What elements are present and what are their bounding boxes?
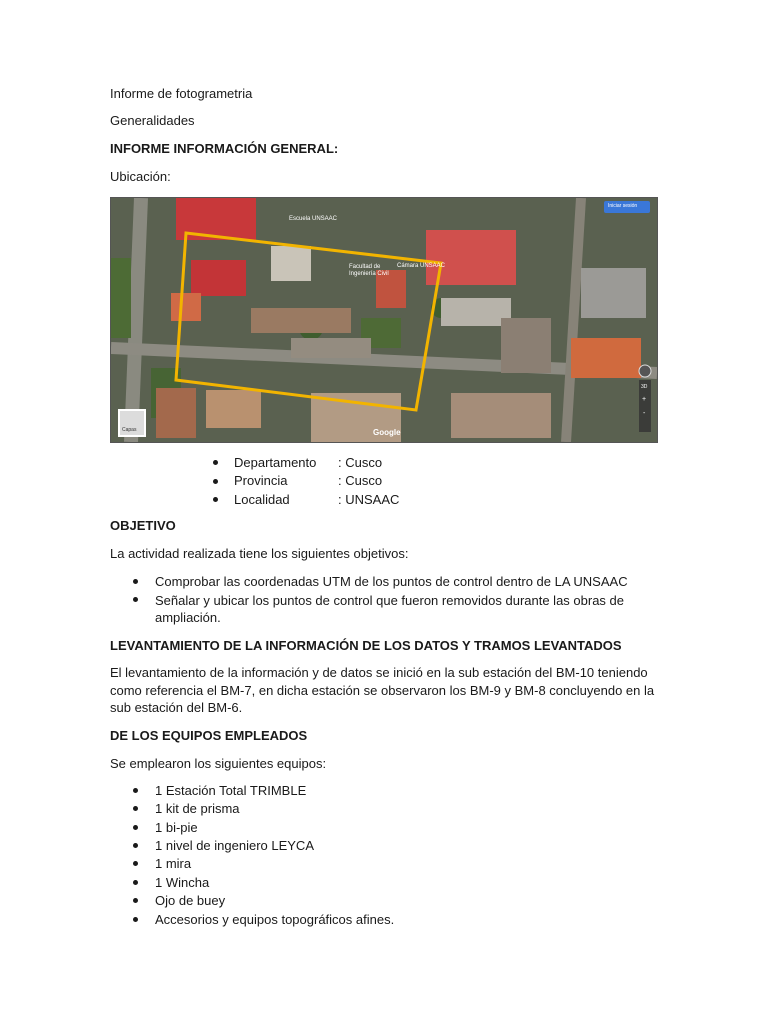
equipo-item: 1 mira (155, 856, 192, 871)
section-heading-general: INFORME INFORMACIÓN GENERAL: (110, 141, 339, 156)
bullet-icon (133, 597, 138, 602)
vegetation-area (111, 258, 131, 338)
bullet-icon (213, 460, 218, 465)
objetivo-item: Señalar y ubicar los puntos de control que fueron removidos durante las obras de (155, 593, 625, 608)
equipo-item: Ojo de buey (155, 893, 226, 908)
bullet-icon (133, 898, 138, 903)
equipo-item: 1 Estación Total TRIMBLE (155, 783, 307, 798)
bullet-icon (133, 880, 138, 885)
levantamiento-line: El levantamiento de la información y de datos se inició en la sub estación del BM-10 teniendo (110, 665, 648, 680)
location-label-localidad: Localidad (234, 492, 290, 507)
bullet-icon (133, 861, 138, 866)
levantamiento-line: sub estación del BM-6. (110, 700, 243, 715)
equipo-item: Accesorios y equipos topográficos afines. (155, 912, 395, 927)
login-button[interactable]: Iniciar sesión (608, 203, 638, 209)
bullet-icon (133, 788, 138, 793)
objetivo-item: Comprobar las coordenadas UTM de los puntos de control dentro de LA UNSAAC (155, 574, 628, 589)
objetivo-intro: La actividad realizada tiene los siguientes objetivos: (110, 546, 409, 561)
zoom-out-button[interactable]: - (643, 410, 646, 417)
section-heading-levantamiento: LEVANTAMIENTO DE LA INFORMACIÓN DE LOS DATOS Y TRAMOS LEVANTADOS (110, 638, 622, 653)
equipo-item: 1 nivel de ingeniero LEYCA (155, 838, 314, 853)
bullet-icon (133, 825, 138, 830)
map-label-escuela: Escuela UNSAAC (289, 216, 338, 222)
location-value-provincia: : Cusco (338, 473, 383, 488)
zoom-in-button[interactable]: + (642, 396, 647, 403)
bullet-icon (133, 917, 138, 922)
levantamiento-line: como referencia el BM-7, en dicha estación se observaron los BM-9 y BM-8 concluyendo en la (110, 683, 655, 698)
equipo-item: 1 kit de prisma (155, 801, 240, 816)
bullet-icon (213, 497, 218, 502)
equipo-item: 1 bi-pie (155, 820, 198, 835)
bullet-icon (213, 479, 218, 484)
google-watermark: Google (373, 428, 401, 437)
document-subtitle: Generalidades (110, 113, 195, 128)
section-heading-objetivo: OBJETIVO (110, 518, 176, 533)
bullet-icon (133, 579, 138, 584)
location-value-localidad: : UNSAAC (338, 492, 400, 507)
location-label-provincia: Provincia (234, 473, 288, 488)
bullet-icon (133, 843, 138, 848)
document-title: Informe de fotogrametria (110, 86, 253, 101)
objetivo-item-continuation: ampliación. (155, 610, 221, 625)
ubicacion-label: Ubicación: (110, 169, 171, 184)
location-label-departamento: Departamento (234, 455, 317, 470)
location-value-departamento: : Cusco (338, 455, 383, 470)
map-label-facultad: Facultad de Ingeniería Civil (349, 264, 389, 277)
zoom-3d-button[interactable]: 3D (641, 384, 648, 390)
bullet-icon (133, 806, 138, 811)
layers-label[interactable]: Capas (122, 427, 137, 433)
satellite-map-image (110, 197, 658, 443)
equipos-intro: Se emplearon los siguientes equipos: (110, 756, 327, 771)
equipo-item: 1 Wincha (155, 875, 210, 890)
section-heading-equipos: DE LOS EQUIPOS EMPLEADOS (110, 728, 308, 743)
map-label-camara: Cámara UNSAAC (397, 263, 446, 269)
